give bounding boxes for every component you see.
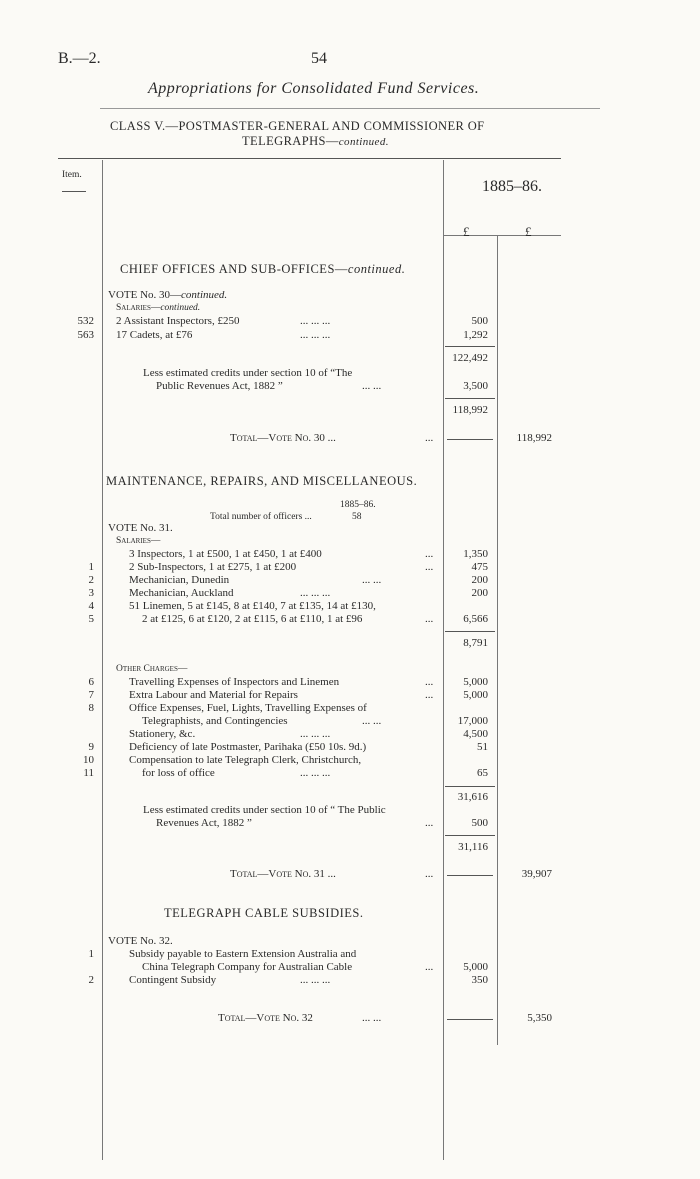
leader-dots: ... ... [362, 1012, 382, 1024]
vote-30-heading [108, 289, 227, 301]
leader-dots: ... [425, 817, 434, 829]
line-description: Telegraphists, and Contingencies [142, 715, 288, 727]
net-value: 31,116 [458, 841, 488, 853]
page-number: 54 [311, 50, 327, 67]
leader-dots: ... ... [362, 715, 382, 727]
item-number: 563 [77, 329, 94, 341]
amount-value: 475 [471, 561, 488, 573]
line-description: for loss of office [142, 767, 215, 779]
vote-32-total-value: 5,350 [527, 1012, 552, 1024]
leader-dots: ... ... ... [300, 728, 331, 740]
line-description: 2 Sub-Inspectors, 1 at £275, 1 at £200 [129, 561, 297, 573]
total-dash [447, 439, 493, 440]
item-column-header: Item. [62, 170, 82, 180]
vote-30-continued: continued. [181, 289, 228, 301]
amount-column-rule-mid [497, 235, 498, 1045]
page-title: Appropriations for Consolidated Fund Services. [148, 80, 480, 97]
less-credits-line1: Less estimated credits under section 10 of “ The Public [143, 804, 386, 816]
leader-dots: ... [425, 432, 434, 444]
leader-dots: ... ... ... [300, 587, 331, 599]
other-charges-heading: Other Charges— [116, 664, 188, 674]
item-number: 532 [77, 315, 94, 327]
less-credits-value: 3,500 [463, 380, 488, 392]
line-description: Office Expenses, Fuel, Lights, Travelling Expenses of [129, 702, 367, 714]
salaries-heading: Salaries— [116, 536, 161, 546]
item-number: 6 [88, 676, 94, 688]
item-number: 1 [88, 948, 94, 960]
section-heading-cable-subsidies: TELEGRAPH CABLE SUBSIDIES. [164, 906, 364, 920]
salaries-total-value: 8,791 [463, 637, 488, 649]
leader-dots: ... ... [362, 380, 382, 392]
item-number: 4 [88, 600, 94, 612]
vote-31-total-label: Total—Vote No. 31 ... [230, 868, 336, 880]
amount-value: 200 [471, 574, 488, 586]
item-number: 10 [83, 754, 94, 766]
less-credits-value: 500 [471, 817, 488, 829]
total-dash [447, 875, 493, 876]
line-description: 3 Inspectors, 1 at £500, 1 at £450, 1 at £400 [129, 548, 322, 560]
leader-dots: ... ... ... [300, 315, 331, 327]
line-description: Compensation to late Telegraph Clerk, Christchurch, [129, 754, 362, 766]
line-description: Deficiency of late Postmaster, Parihaka (£50 10s. 9d.) [129, 741, 367, 753]
section-heading-chief-offices [120, 262, 405, 277]
item-header-underline [62, 191, 86, 192]
leader-dots: ... ... ... [300, 974, 331, 986]
item-number: 1 [88, 561, 94, 573]
item-number: 11 [83, 767, 94, 779]
class-heading-line1: CLASS V.—POSTMASTER-GENERAL AND COMMISSIONER OF [110, 119, 485, 133]
line-description: Extra Labour and Material for Repairs [129, 689, 298, 701]
class-heading-line2 [242, 134, 389, 149]
sum-rule [445, 398, 495, 399]
amount-value: 51 [477, 741, 488, 753]
less-credits-line2: Public Revenues Act, 1882 ” [156, 380, 283, 392]
class-heading-line2-text: TELEGRAPHS— [242, 134, 339, 148]
vote-31-total-value: 39,907 [521, 868, 552, 880]
document-reference: B.—2. [58, 50, 101, 67]
item-number: 9 [88, 741, 94, 753]
amount-column-rule-left [443, 160, 444, 1160]
salaries-continued-heading [116, 303, 200, 313]
less-credits-line2: Revenues Act, 1882 ” [156, 817, 252, 829]
leader-dots: ... [425, 689, 434, 701]
line-description: 2 Assistant Inspectors, £250 [116, 315, 240, 327]
salaries-label: Salaries— [116, 303, 161, 313]
line-description: 2 at £125, 6 at £120, 2 at £115, 6 at £110, 1 at £96 [142, 613, 363, 625]
subtotal-value: 122,492 [452, 352, 488, 364]
subtotal-value: 31,616 [457, 791, 488, 803]
leader-dots: ... [425, 961, 434, 973]
line-description: 51 Linemen, 5 at £145, 8 at £140, 7 at £135, 14 at £130, [129, 600, 376, 612]
class-heading-continued: continued. [338, 136, 389, 148]
leader-dots: ... [425, 676, 434, 688]
line-description: Travelling Expenses of Inspectors and Linemen [129, 676, 340, 688]
amount-value: 200 [471, 587, 488, 599]
sum-rule [445, 786, 495, 787]
officers-year: 1885–86. [340, 500, 376, 510]
section-heading-text: CHIEF OFFICES AND SUB-OFFICES— [120, 262, 348, 276]
item-number: 8 [88, 702, 94, 714]
net-value: 118,992 [452, 404, 488, 416]
item-number: 3 [88, 587, 94, 599]
line-description: Mechanician, Auckland [129, 587, 234, 599]
amount-value: 1,350 [463, 548, 488, 560]
item-number: 5 [88, 613, 94, 625]
total-dash [447, 1019, 493, 1020]
amount-value: 17,000 [457, 715, 488, 727]
line-description: Subsidy payable to Eastern Extension Australia and [129, 948, 357, 960]
line-description: Stationery, &c. [129, 728, 196, 740]
amount-value: 5,000 [463, 676, 488, 688]
section-heading-maintenance: MAINTENANCE, REPAIRS, AND MISCELLANEOUS. [106, 474, 418, 488]
amount-value: 350 [471, 974, 488, 986]
item-number: 2 [88, 574, 94, 586]
vote-30-total-label: Total—Vote No. 30 ... [230, 432, 336, 444]
amount-value: 5,000 [463, 961, 488, 973]
vote-32-heading: VOTE No. 32. [108, 935, 173, 947]
sum-rule [445, 835, 495, 836]
section-heading-continued: continued. [347, 262, 406, 276]
vote-30-label: VOTE No. 30— [108, 289, 182, 301]
sum-rule [445, 631, 495, 632]
leader-dots: ... [425, 548, 434, 560]
leader-dots: ... ... [362, 574, 382, 586]
line-description: 17 Cadets, at £76 [116, 329, 193, 341]
amount-value: 1,292 [463, 329, 488, 341]
leader-dots: ... ... ... [300, 329, 331, 341]
vote-32-total-label: Total—Vote No. 32 [218, 1012, 313, 1024]
line-description: China Telegraph Company for Australian Cable [142, 961, 353, 973]
amount-value: 65 [477, 767, 488, 779]
leader-dots: ... [425, 868, 434, 880]
amount-value: 5,000 [463, 689, 488, 701]
vote-30-total-value: 118,992 [516, 432, 552, 444]
sum-rule [445, 346, 495, 347]
leader-dots: ... [425, 561, 434, 573]
vote-31-heading: VOTE No. 31. [108, 522, 173, 534]
year-column-header: 1885–86. [482, 178, 542, 195]
item-number: 7 [88, 689, 94, 701]
amount-value: 6,566 [463, 613, 488, 625]
item-column-rule [102, 160, 103, 1160]
less-credits-line1: Less estimated credits under section 10 of “The [143, 367, 353, 379]
officers-count: 58 [352, 512, 362, 522]
leader-dots: ... [425, 613, 434, 625]
line-description: Contingent Subsidy [129, 974, 217, 986]
item-number: 2 [88, 974, 94, 986]
year-header-rule [443, 235, 561, 236]
pound-header-2: £ [525, 224, 532, 239]
amount-value: 4,500 [463, 728, 488, 740]
header-rule [100, 108, 600, 109]
officers-label: Total number of officers ... [210, 512, 312, 522]
amount-value: 500 [471, 315, 488, 327]
pound-header-1: £ [463, 224, 470, 239]
table-top-rule [58, 158, 561, 159]
line-description: Mechanician, Dunedin [129, 574, 230, 586]
leader-dots: ... ... ... [300, 767, 331, 779]
salaries-continued: continued. [160, 303, 201, 313]
